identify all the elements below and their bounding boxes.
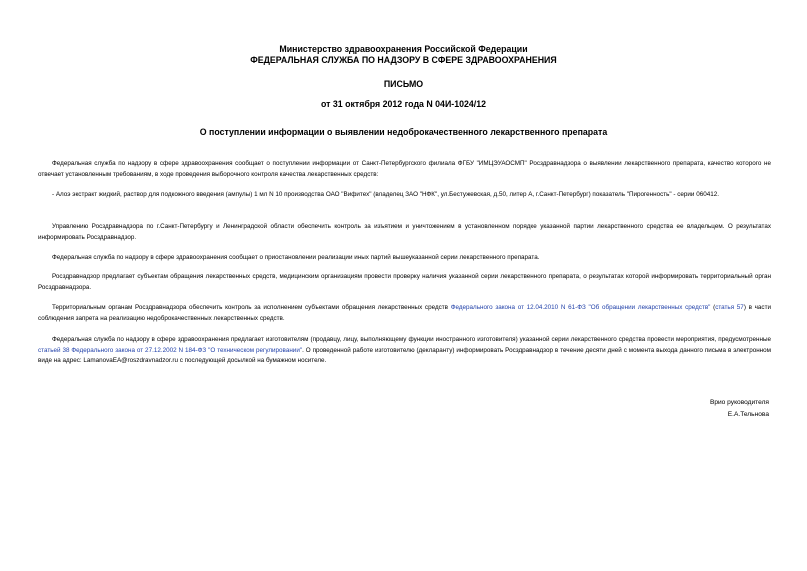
- doc-date: от 31 октября 2012 года N 04И-1024/12: [321, 99, 486, 109]
- paragraph-3: Управлению Росздравнадзора по г.Санкт-Петербургу и Ленинградской области обеспечить контроль за изъятием и уничтожением в установленном порядке указанной партии лекарственного средства ее владельцем. О результатах информировать Росздравнадзор.: [38, 223, 771, 241]
- paragraph-6-text-b: (: [710, 304, 716, 311]
- ministry-name: Министерство здравоохранения Российской Федерации: [279, 44, 528, 54]
- paragraph-6-text-c: ) в части соблюдения запрета на реализацию недоброкачественных лекарственных средств.: [38, 304, 771, 322]
- signature-position: Врио руководителя: [709, 399, 769, 406]
- paragraph-7-text-a: Федеральная служба по надзору в сфере здравоохранения предлагает изготовителям (продавцу, лицу, выполняющему функции иностранного изготовителя) указанной серии лекарственного средства провести мероприятия, предусмотренные: [52, 336, 771, 343]
- link-article-38-law-184[interactable]: статьей 38 Федерального закона от 27.12.2002 N 184-ФЗ "О техническом регулировании": [38, 346, 303, 354]
- paragraph-1: Федеральная служба по надзору в сфере здравоохранения сообщает о поступлении информации от Санкт-Петербургского филиала ФГБУ "ИМЦЭУАОСМП" Росздравнадзора о выявлении лекарственного препарата, качество которого не отвечает установленным требованиям, в ходе проведения выборочного контроля качества лекарственных средств:: [38, 160, 771, 178]
- paragraph-5: Росздравнадзор предлагает субъектам обращения лекарственных средств, медицинским организациям провести проверку наличия указанной серии лекарственного препарата, о результатах которой информировать территориальный орган Росздравнадзора.: [38, 273, 771, 291]
- doc-type: ПИСЬМО: [383, 79, 424, 89]
- paragraph-7-text-b: . О проведенной работе изготовителю (декларанту) информировать Росздравнадзор в течение десяти дней с момента выхода данного письма в электронном виде на адрес: LamanovaEA@roszdravnadzor.ru с последующей досылкой на бумажном носителе.: [38, 346, 771, 364]
- signature-block: [710, 397, 769, 420]
- service-name: ФЕДЕРАЛЬНАЯ СЛУЖБА ПО НАДЗОРУ В СФЕРЕ ЗДРАВООХРАНЕНИЯ: [250, 55, 557, 65]
- paragraph-4: Федеральная служба по надзору в сфере здравоохранения сообщает о приостановлении реализации иных партий вышеуказанной серии лекарственного препарата.: [52, 254, 540, 261]
- link-article-57[interactable]: статья 57: [715, 304, 744, 311]
- signature-name: Е.А.Тельнова: [727, 410, 769, 418]
- paragraph-2: - Алоэ экстракт жидкий, раствор для подкожного введения (ампулы) 1 мл N 10 производства ОАО "Вифитех" (владелец ЗАО "НФК", ул.Бестужевская, д.50, литер А, г.Санкт-Петербург) показатель "Пирогенность" - серии 060412.: [52, 191, 719, 198]
- paragraph-6-text-a: Территориальным органам Росздравнадзора обеспечить контроль за исполнением субъектами обращения лекарственных средств: [52, 304, 451, 311]
- link-federal-law-61[interactable]: Федерального закона от 12.04.2010 N 61-ФЗ "Об обращении лекарственных средств": [450, 304, 711, 311]
- page-title: О поступлении информации о выявлении недоброкачественного лекарственного препарата: [199, 127, 608, 137]
- paragraph-6: [38, 303, 771, 324]
- paragraph-7: [38, 335, 771, 367]
